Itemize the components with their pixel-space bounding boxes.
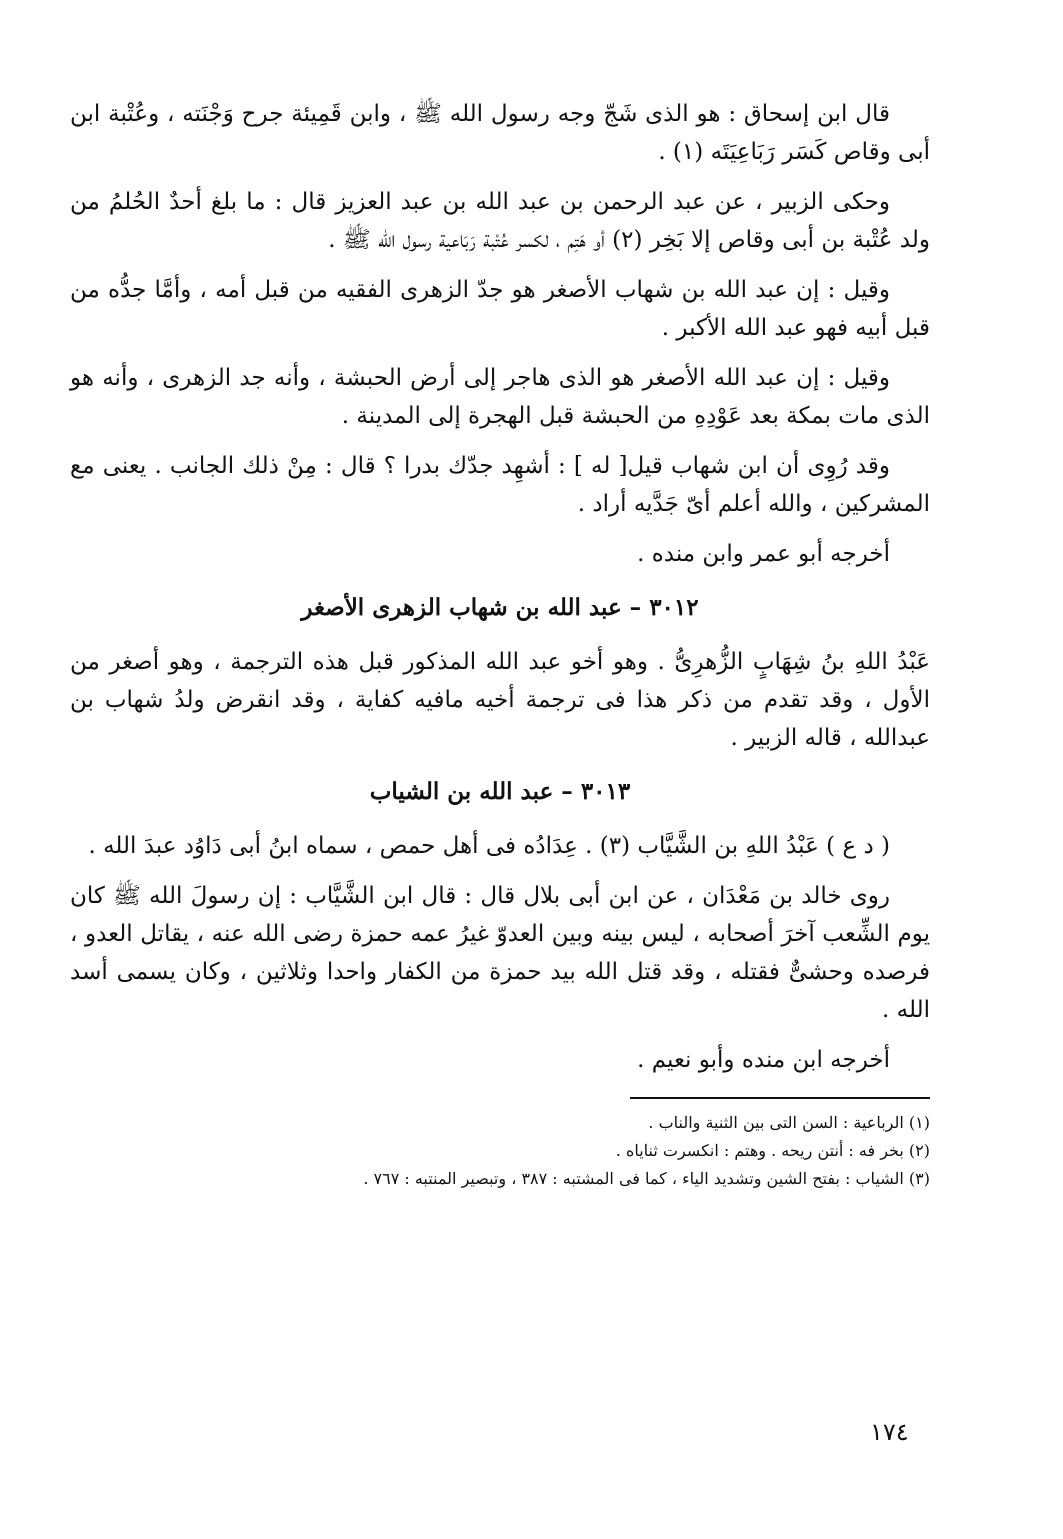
page-body <box>70 95 930 1193</box>
page-number: ١٧٤ <box>870 1418 909 1446</box>
entry-3012-text: عَبْدُ اللهِ بنُ شِهَابٍ الزُّهرِىُّ . وهو أخو عبد الله المذكور قبل هذه الترجمة ، وهو أصغر من الأول ، وقد تقدم من ذكر هذا فى ترجمة أخيه مافيه كفاية ، وقد انقرض ولدُ شهاب بن عبدالله ، قاله الزبير . <box>70 649 930 751</box>
paragraph-2: وحكى الزبير ، عن عبد الرحمن بن عبد الله بن عبد العزيز قال : ما بلغ أحدٌ الحُلمُ من ولد عُتْبة بن أبى وقاص إلا بَخِر (٢) أو هَتِم ، لكسر عُتْبة رَبَاعية رسول الله ﷺ . <box>70 189 930 253</box>
footnote-3: (٣) الشياب : بفتح الشين وتشديد الياء ، كما فى المشتبه : ٣٨٧ ، وتبصير المنتبه : ٧٦٧ . <box>363 1169 930 1188</box>
footnote-divider <box>630 1097 930 1099</box>
entry-3013-narration: روى خالد بن مَعْدَان ، عن ابن أبى بلال قال : قال ابن الشَّيَّاب : إن رسولَ الله ﷺ كان يوم الشِّعب آخرَ أصحابه ، ليس بينه وبين العدوّ غيرُ عمه حمزة رضى الله عنه ، يقاتل العدو ، فرصده وحشىٌّ فقتله ، وقد قتل الله بيد حمزة من الكفار واحدا وثلاثين ، وكان يسمى أسد الله . <box>70 883 930 1023</box>
footnote-1: (١) الرباعية : السن التى بين الثنية والناب . <box>648 1113 930 1132</box>
source-credit-1: أخرجه أبو عمر وابن منده . <box>637 541 890 567</box>
paragraph-4: وقيل : إن عبد الله الأصغر هو الذى هاجر إلى أرض الحبشة ، وأنه جد الزهرى ، وأنه هو الذى مات بمكة بعد عَوْدِهِ من الحبشة قبل الهجرة إلى المدينة . <box>70 365 930 429</box>
paragraph-5: وقد رُوِى أن ابن شهاب قيل[ له ] : أشهِد جدّك بدرا ؟ قال : مِنْ ذلك الجانب . يعنى مع المشركين ، والله أعلم أىّ جَدَّيه أراد . <box>70 453 930 517</box>
footnotes <box>70 1109 930 1193</box>
source-credit-2: أخرجه ابن منده وأبو نعيم . <box>637 1047 890 1073</box>
paragraph-1: قال ابن إسحاق : هو الذى شَجّ وجه رسول الله ﷺ ، وابن قَمِيئة جرح وَجْنَته ، وعُتْبة ابن أبى وقاص كَسَر رَبَاعِيَتَه (١) . <box>70 101 930 165</box>
entry-3013-intro: ( د ع ) عَبْدُ اللهِ بن الشَّيَّاب (٣) . عِدَادُه فى أهل حمص ، سماه ابنُ أبى دَاوُد عبدَ الله . <box>88 833 890 859</box>
entry-heading-3013: ٣٠١٣ – عبد الله بن الشياب <box>369 778 631 805</box>
paragraph-3: وقيل : إن عبد الله بن شهاب الأصغر هو جدّ الزهرى الفقيه من قبل أمه ، وأمَّا جدُّه من قبل أبيه فهو عبد الله الأكبر . <box>70 277 930 341</box>
entry-heading-3012: ٣٠١٢ – عبد الله بن شهاب الزهرى الأصغر <box>301 594 699 621</box>
footnote-2: (٢) بخر فه : أنتن ريحه . وهتم : انكسرت ثناياه . <box>615 1141 930 1160</box>
